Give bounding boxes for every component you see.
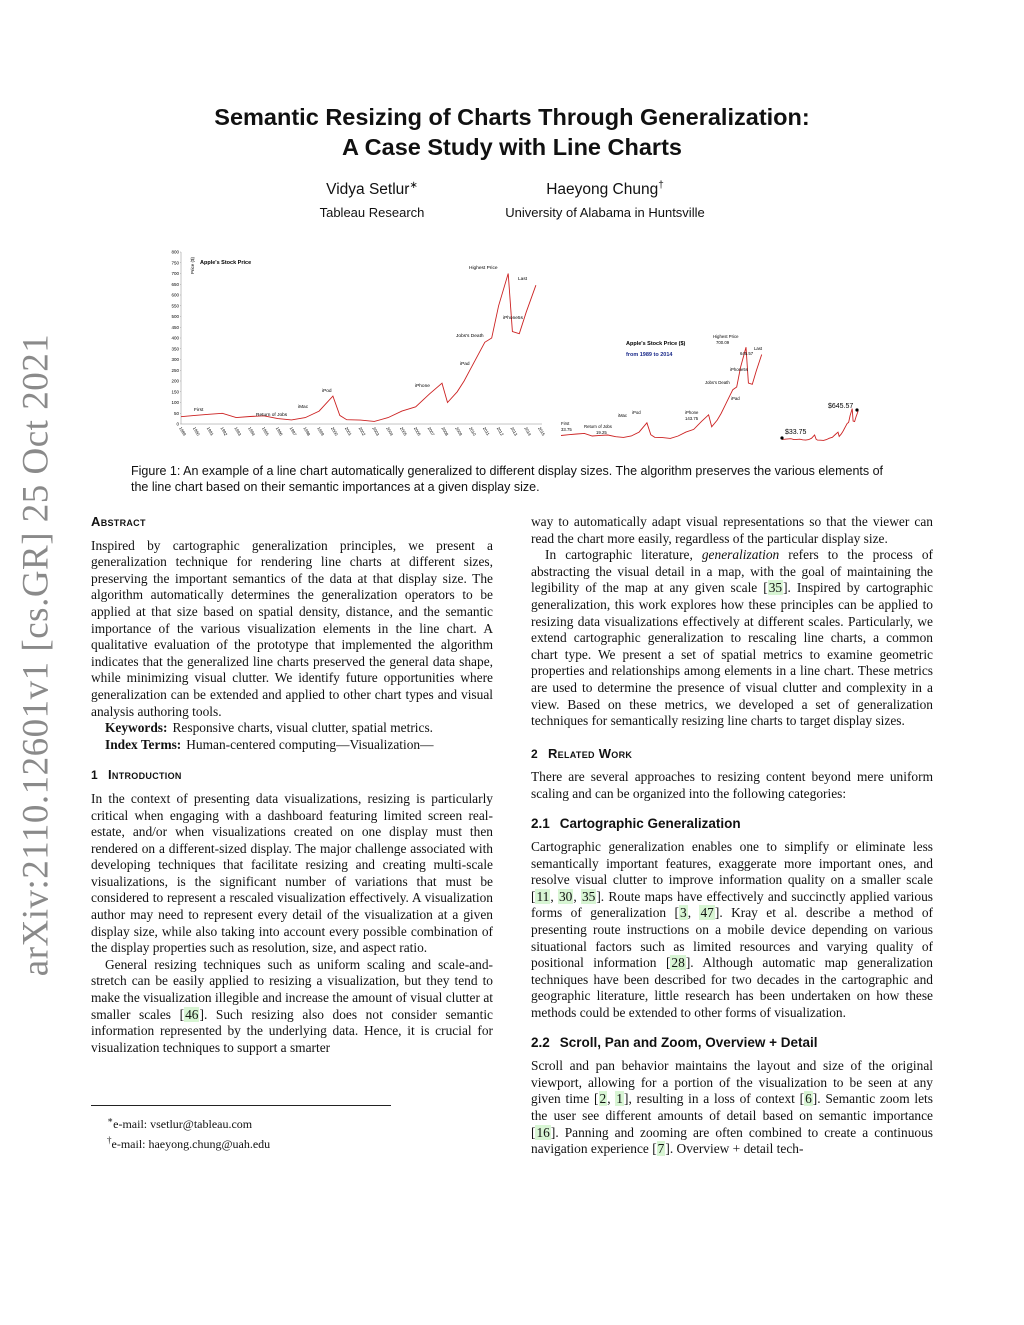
b-ann-highest-value: 700.09 [716,340,730,345]
chart-large-xtick: 2008 [440,426,450,437]
footnote-rule [91,1105,391,1106]
keywords-text: Responsive charts, visual clutter, spatial metrics. [172,720,433,736]
section-2-number: 2 [531,746,538,761]
chart-medium-title: Apple's Stock Price ($) [626,341,686,347]
chart-large [171,250,546,438]
abstract-heading-text: Abstract [91,514,146,529]
footnote-2 [107,1132,270,1152]
c-ann-last: $645.57 [828,403,854,410]
chart-large-ytick: 500 [171,314,179,319]
author-2-affiliation: University of Alabama in Huntsville [505,205,705,221]
related-paragraph: There are several approaches to resizing content beyond mere uniform scaling and can be organized into the following categories: [531,769,933,801]
chart-large-xtick: 1991 [205,426,215,437]
chart-large-xtick: 1996 [274,426,284,437]
chart-small [780,403,858,440]
s22-a: Scroll and pan behavior maintains the layout and size of the original viewport, allowing for a portion of the visualization to be seen at any given time [ [531,1058,933,1107]
figure-caption: Figure 1: An example of a line chart automatically generalized to different display sizes. The algorithm preserves the various elements of the line chart based on their semantic importances at a given display size. [131,464,884,494]
intro-p2-part-b: ]. Such resizing also does not consider semantic information represented by the underlying data. Hence, it is crucial for visualization techniques to support a smarter [91,1006,493,1055]
ann-jobs-death: Jobs's Death [456,334,484,339]
chart-large-series-line [181,274,536,422]
ann-return-of-jobs: Return of Jobs [256,413,288,418]
chart-large-ytick: 0 [176,421,179,427]
chart-small-first-point [780,436,783,439]
title-line-2: A Case Study with Line Charts [342,134,682,160]
ann-ipod: iPod [322,389,332,394]
chart-large-ytick: 550 [171,303,179,309]
chart-large-ytick: 50 [173,410,179,416]
chart-large-xtick: 2013 [509,426,519,437]
chart-small-last-point [855,408,858,411]
chart-large-xtick: 2010 [468,426,478,437]
author-2 [470,176,740,222]
chart-large-ytick: 700 [171,271,179,276]
b-ann-return-of-jobs: Return of Jobs [584,424,612,429]
c-ann-first: $33.75 [785,429,807,436]
ann-iphone: iPhone [415,384,430,389]
chart-large-xtick: 1998 [302,426,312,437]
s22-b: ], resulting in a loss of context [ [624,1091,805,1107]
chart-large-xtick: 2012 [495,426,505,437]
section-2-1-paragraph: Cartographic generalization enables one to simplify or eliminate less semantically important features, exaggerate more important ones, and resolve visual clutter to improve information quality on a smaller scale [11, 30, 35]. Route maps have effectively and succinctly applied various forms of generalization [3, 47]. Kray et al. describe a method of presenting route instructions on a mobile device depending on various situational factors such as limited resources and varying quality of positional information [28]. Although automatic map generalization techniques have been described for two decades in the cartographic and geographic literature, little research has been undertaken on how these methods could be extended to other forms of visualization. [531,839,934,1021]
intro-paragraph-1: In the context of presenting data visualizations, resizing is particularly critical when engaging with a dashboard featuring limited screen real-estate, and/or when visualizations created on one display must then rendered on a different-sized display. The major challenge associated with developing techniques that facilitate resizing and creating multi-scale visualizations, is the significant number of variations that must be considered to represent a rescaled visualization effectively. A visualization author may need to represent every detail of the visualization at a given display size, while also taking into account every possible combination of the display properties such as resolution, size, and aspect ratio. [91,790,493,956]
b-ann-first: First [561,421,570,426]
ann-first: First [194,408,204,413]
citation-35[interactable]: 35 [768,580,783,596]
chart-large-xtick: 2003 [371,426,381,437]
b-ann-first-value: 33.75 [561,427,572,432]
chart-medium [561,334,763,438]
keywords [91,720,493,737]
s22-c: ]. Semantic zoom lets the user see different amounts of detail based on semantic importance [ [531,1091,933,1140]
chart-large-xtick: 2005 [399,426,409,437]
right-paragraph-1: way to automatically adapt visual representations so that the viewer can read the chart more easily, regardless of the particular display size. [531,514,933,546]
b-ann-last: Last [754,346,763,351]
b-ann-jobs-death: Jobs's Death [705,380,730,385]
chart-large-xtick: 2004 [385,426,395,437]
section-2-2-paragraph: Scroll and pan behavior maintains the layout and size of the original viewport, allowing for a portion of the visualization to be seen at any given time [2, 1], resulting in a loss of context [6]. Semantic zoom lets the user see different amounts of detail based on semantic importance [16]. Panning and zooming are often combined to create a continuous navigation experience [7]. Overview + detail tech- [531,1058,933,1157]
section-2-2-heading [531,1035,933,1052]
chart-large-xtick: 1995 [260,426,270,437]
s22-d: ]. Panning and zooming are often combined to create a continuous navigation experience [ [531,1124,933,1157]
chart-large-ytick: 200 [171,378,179,384]
chart-large-xtick: 2001 [343,426,353,437]
chart-large-xtick: 2000 [330,426,340,437]
footnote-2-text: e-mail: haeyong.chung@uah.edu [111,1137,271,1151]
chart-large-xtick: 1994 [247,426,257,437]
chart-large-xtick: 2007 [426,426,436,437]
chart-large-xtick: 2002 [357,426,367,437]
b-ann-iphone: iPhone [685,410,699,415]
section-1-title: Introduction [107,767,182,783]
chart-large-xtick: 1989 [178,426,188,437]
chart-large-ytick: 300 [171,357,179,362]
right-column [531,514,933,1158]
citation-47[interactable]: 47 [700,905,714,921]
chart-large-xtick: 2011 [481,426,491,437]
chart-large-xtick: 1997 [288,426,298,437]
rp2-b: refers to the process of abstracting the visual detail in a map, with the goal of maintaining the legibility of the map at any given scale [ [531,547,933,596]
chart-large-ytick: 800 [171,249,179,255]
citation-28[interactable]: 28 [671,955,685,971]
section-2-2-title: Scroll, Pan and Zoom, Overview + Detail [559,1034,818,1050]
s21-d: ]. Although automatic map generalization techniques have been described for two decades in the cartographic and geographic literature, little research has been undertaken on how these methods could be extended to other forms of visualization. [531,955,933,1021]
section-2-1-title: Cartographic Generalization [559,815,741,831]
citation-2[interactable]: 2 [599,1091,607,1107]
index-terms-text: Human-centered computing—Visualization— [186,736,434,752]
author-2-mark: † [658,180,664,191]
chart-large-ytick: 750 [171,260,179,266]
chart-large-ytick: 400 [171,335,179,341]
s22-e: ]. Overview + detail tech- [665,1141,804,1157]
index-terms [91,737,493,754]
paper-title [0,102,1024,162]
figure-1 [160,244,880,450]
abstract-heading [91,514,493,531]
abstract-text: Inspired by cartographic generalization principles, we present a generalization technique for rendering line charts at different sizes, preserving the important semantics of the data at that display size. The algorithm automatically determines the generalization operators to be applied at that size based on spatial density, distance, and the semantic importance of the various visualization elements in the line chart. A qualitative evaluation of the prototype that implemented the algorithm indicates that the generalized line charts preserved the general data shape, while minimizing visual clutter. We identify future opportunities where generalization can be extended and applied to other chart types and visual analysis authoring tools. [91,537,493,719]
arxiv-stamp-text: arXiv:2110.12601v1 [cs.GR] 25 Oct 2021 [15,333,57,977]
author-1 [272,176,472,222]
ann-iphone5s: iPhone5s [503,316,524,321]
chart-large-xtick: 2006 [412,426,422,437]
chart-large-ytick: 600 [171,292,179,298]
right-paragraph-2 [531,547,933,730]
footnote-2-mark: † [107,1135,112,1145]
chart-large-ytick: 350 [171,346,179,352]
keywords-label: Keywords: [105,720,168,736]
s21-c: ]. Kray et al. describe a method of presenting route instructions on a mobile device depending on various situational factors such as limited resources and varying quality of positional information [ [531,905,933,971]
b-ann-ipod: iPod [632,410,641,415]
chart-large-xtick: 1990 [191,426,201,437]
rp2-c: ]. Inspired by cartographic generalization, this work explores how these principles can be applied to resizing data visualizations effectively at different scales. Particularly, we extend cartographic generalization to rescaling line charts, a common chart type. We present a set of spatial metrics to examine geometric properties and relationships among elements in a line chart. These metrics are used to determine the presence of visual clutter and complexity in a view. Based on these metrics, we developed a set of generalization techniques for semantically resizing line charts to target display sizes. [531,580,933,729]
left-column [91,514,493,1056]
citation-6[interactable]: 6 [805,1091,812,1107]
chart-large-xtick: 2015 [537,426,547,437]
chart-large-xtick: 1993 [233,426,243,437]
intro-paragraph-2 [91,957,493,1057]
citation-1[interactable]: 1 [616,1091,623,1107]
author-1-name: Vidya Setlur [326,181,410,199]
chart-large-ytick: 150 [171,389,179,395]
rp2-em: generalization [701,547,780,563]
section-2-heading [531,746,933,763]
b-ann-iphone-value: 143.75 [685,416,699,421]
citation-46[interactable]: 46 [185,1006,199,1022]
chart-large-xtick: 1999 [316,426,326,437]
citation-35b[interactable]: 35 [581,888,596,904]
b-ann-ipad: iPad [731,396,740,401]
footnote-1-mark: ∗ [107,1115,114,1125]
ann-imac: iMac [298,405,309,410]
chart-medium-subtitle: from 1989 to 2014 [626,352,673,358]
chart-large-ytick: 250 [171,367,179,373]
footnote-1-text: e-mail: vsetlur@tableau.com [113,1117,253,1131]
chart-large-xtick: 2009 [454,426,464,437]
chart-large-title: Apple's Stock Price [200,260,252,266]
s21-b: ]. Route maps have effectively and succinctly applied various forms of generalization [ [531,888,934,921]
chart-large-ylabel: Price ($) [190,256,195,274]
citation-3[interactable]: 3 [679,905,687,921]
citation-30[interactable]: 30 [558,888,573,904]
b-ann-last-value: 645.57 [740,351,754,356]
chart-large-ytick: 650 [171,281,179,287]
b-ann-imac: iMac [618,413,628,418]
author-2-name: Haeyong Chung [546,181,659,199]
chart-large-ytick: 450 [171,324,179,330]
citation-16[interactable]: 16 [536,1124,550,1140]
section-2-1-heading [531,816,933,833]
rp2-a: In cartographic literature, [545,547,702,563]
chart-large-xtick: 1992 [219,426,229,437]
figure-1-svg [160,244,880,450]
footnotes [107,1112,270,1152]
arxiv-stamp [6,333,66,977]
title-line-1: Semantic Resizing of Charts Through Generalization: [214,104,810,130]
section-1-heading [91,767,493,784]
chart-large-ytick: 100 [171,400,179,405]
b-ann-return-value: 19.25 [596,430,607,435]
footnote-1 [107,1112,270,1132]
citation-7[interactable]: 7 [657,1141,665,1157]
section-2-1-number: 2.1 [531,815,550,831]
ann-highest-price: Highest Price [469,266,498,271]
ann-ipad: iPad [460,362,470,367]
author-1-affiliation: Tableau Research [319,205,425,221]
b-ann-highest-price: Highest Price [713,334,739,339]
ann-last: Last [518,277,528,282]
b-ann-iphone5s: iPhone5s [730,367,748,372]
author-1-mark: ∗ [409,180,418,191]
index-terms-label: Index Terms: [105,736,182,752]
section-2-title: Related Work [547,745,633,761]
section-2-2-number: 2.2 [531,1034,550,1050]
citation-11[interactable]: 11 [536,888,550,904]
intro-p2-part-a: General resizing techniques such as uniform scaling and scale-and-stretch can be easily applied to resizing a visualization, but they tend to make the visualization illegible and increase the amount of visual clutter at smaller scales [ [91,956,493,1022]
s21-a: Cartographic generalization enables one to simplify or eliminate less semantically important features, exaggerate more important ones, and resolve visual clutter to improve information quality on a smaller scale [ [531,839,933,904]
chart-large-xtick: 2014 [523,426,533,437]
section-1-number: 1 [91,768,98,783]
